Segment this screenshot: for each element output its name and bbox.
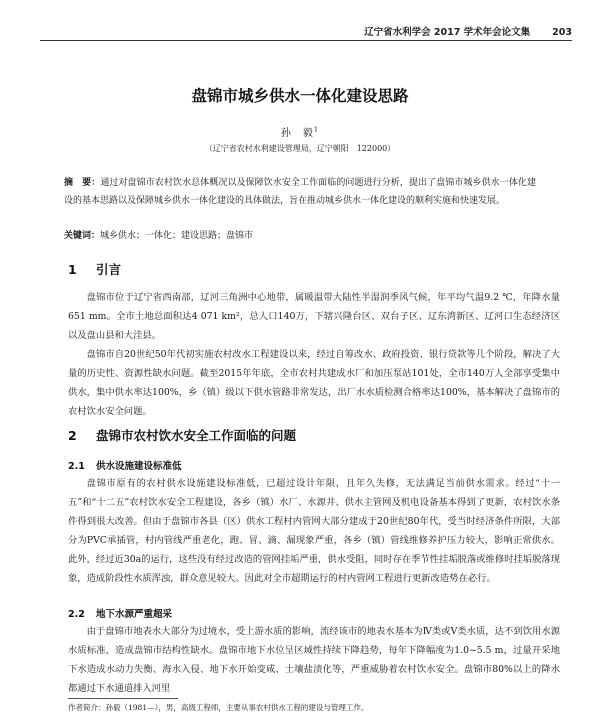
- section-number: 2: [68, 428, 77, 443]
- abstract-text: 通过对盘锦市农村饮水总体概况以及保障饮水安全工作面临的问题进行分析，提出了盘锦市城乡供水一体化建设的基本思路以及保障城乡供水一体化建设的具体做法，旨在推动城乡供水一体化建设的顺利实施和快速发展。: [64, 178, 536, 206]
- running-header: [40, 24, 572, 38]
- section-title: 盘锦市农村饮水安全工作面临的问题: [96, 428, 297, 443]
- section-heading-1: [68, 260, 121, 278]
- paragraph-3: 盘锦市原有的农村供水设施建设标准低，已超过设计年限，且年久失修，无法满足当前供水需求。经过“十一五”和“十二五”农村饮水安全工程建设，各乡（镇）水厂、水源井、供水主管网及机电设备基本得到了更新，农村饮水条件得到很大改善。但由于盘锦市各县（区）供水工程村内管网大部分建成于20世纪80年代，受当时经济条件所限，大部分为PVC承插管，村内管线严重老化，跑、冒、滴、漏现象严重，各乡（镇）管线维修养护压力较大，影响正常供水。此外，经过近30a的运行，这些没有经过改造的管网挂垢严重，供水受阻，同时存在季节性挂垢脱落或维修时挂垢脱落现象，造成阶段性水质浑浊，群众意见较大。因此对全市超期运行的村内管网工程进行更新改造势在必行。: [68, 478, 560, 584]
- subsection-number: 2.2: [68, 609, 85, 620]
- paragraph-1: 盘锦市位于辽宁省西南部，辽河三角洲中心地带，属暖温带大陆性半湿润季风气候，年平均气温9.2 ℃，年降水量651 mm。全市土地总面积达4 071 km²，总人口140万，下辖兴隆台区、双台子区、辽东湾新区、辽河口生态经济区以及盘山县和大洼县。: [68, 292, 560, 341]
- abstract: [64, 174, 536, 210]
- subsection-heading-2-1: [68, 458, 182, 472]
- author-mark: 1: [313, 125, 320, 134]
- keywords: [64, 228, 536, 241]
- article-title: 盘锦市城乡供水一体化建设思路: [191, 87, 409, 105]
- paragraph-2: 盘锦市自20世纪50年代初实施农村改水工程建设以来，经过自筹改水、政府投资、银行贷款等几个阶段，解决了大量的历史性、资源性缺水问题。截至2015年年底，全市农村共建成水厂和加压泵站101处，全市140万人全部享受集中供水，集中供水率达100%，乡（镇）级以下供水管路非常发达，出厂水水质检测合格率达100%，基本解决了盘锦市的农村饮水安全问题。: [68, 349, 560, 417]
- section-heading-2: [68, 426, 296, 444]
- section-title: 引言: [96, 262, 122, 277]
- keywords-text: 城乡供水；一体化；建设思路；盘锦市: [100, 231, 254, 241]
- keywords-label: 关键词：: [64, 231, 101, 241]
- affiliation: （辽宁省农村水利建设管理局，辽宁朝阳 122000）: [204, 144, 396, 153]
- paragraph-4: 由于盘锦市地表水大部分为过境水，受上游水质的影响，流经该市的地表水基本为Ⅳ类或Ⅴ类水质，达不到饮用水源水质标准，造成盘锦市结构性缺水。盘锦市地下水位呈区域性持续下降趋势，每年下降幅度为1.0~5.5 m，过量开采地下水造成水动力失衡、海水入侵、地下水开始变咸、土壤盐渍化等，严重威胁着农村饮水安全。盘锦市80%以上的降水都通过下水通道排入河里: [68, 626, 560, 694]
- abstract-label: 摘 要：: [64, 178, 101, 188]
- author-line: [0, 124, 600, 139]
- subsection-title: 供水设施建设标准低: [96, 461, 182, 472]
- author-name: 孙 毅: [280, 128, 314, 139]
- header-rule: [40, 40, 572, 41]
- author-footnote: 作者简介：孙毅（1981—），男，高级工程师，主要从事农村供水工程的建设与管理工作。: [68, 703, 369, 712]
- subsection-title: 地下水源严重超采: [96, 609, 173, 620]
- section-number: 1: [68, 262, 77, 277]
- journal-name: 辽宁省水利学会 2017 学术年会论文集: [364, 27, 531, 38]
- subsection-heading-2-2: [68, 606, 172, 620]
- page-number: 203: [552, 27, 572, 38]
- subsection-number: 2.1: [68, 461, 85, 472]
- footnote-rule: [68, 698, 178, 699]
